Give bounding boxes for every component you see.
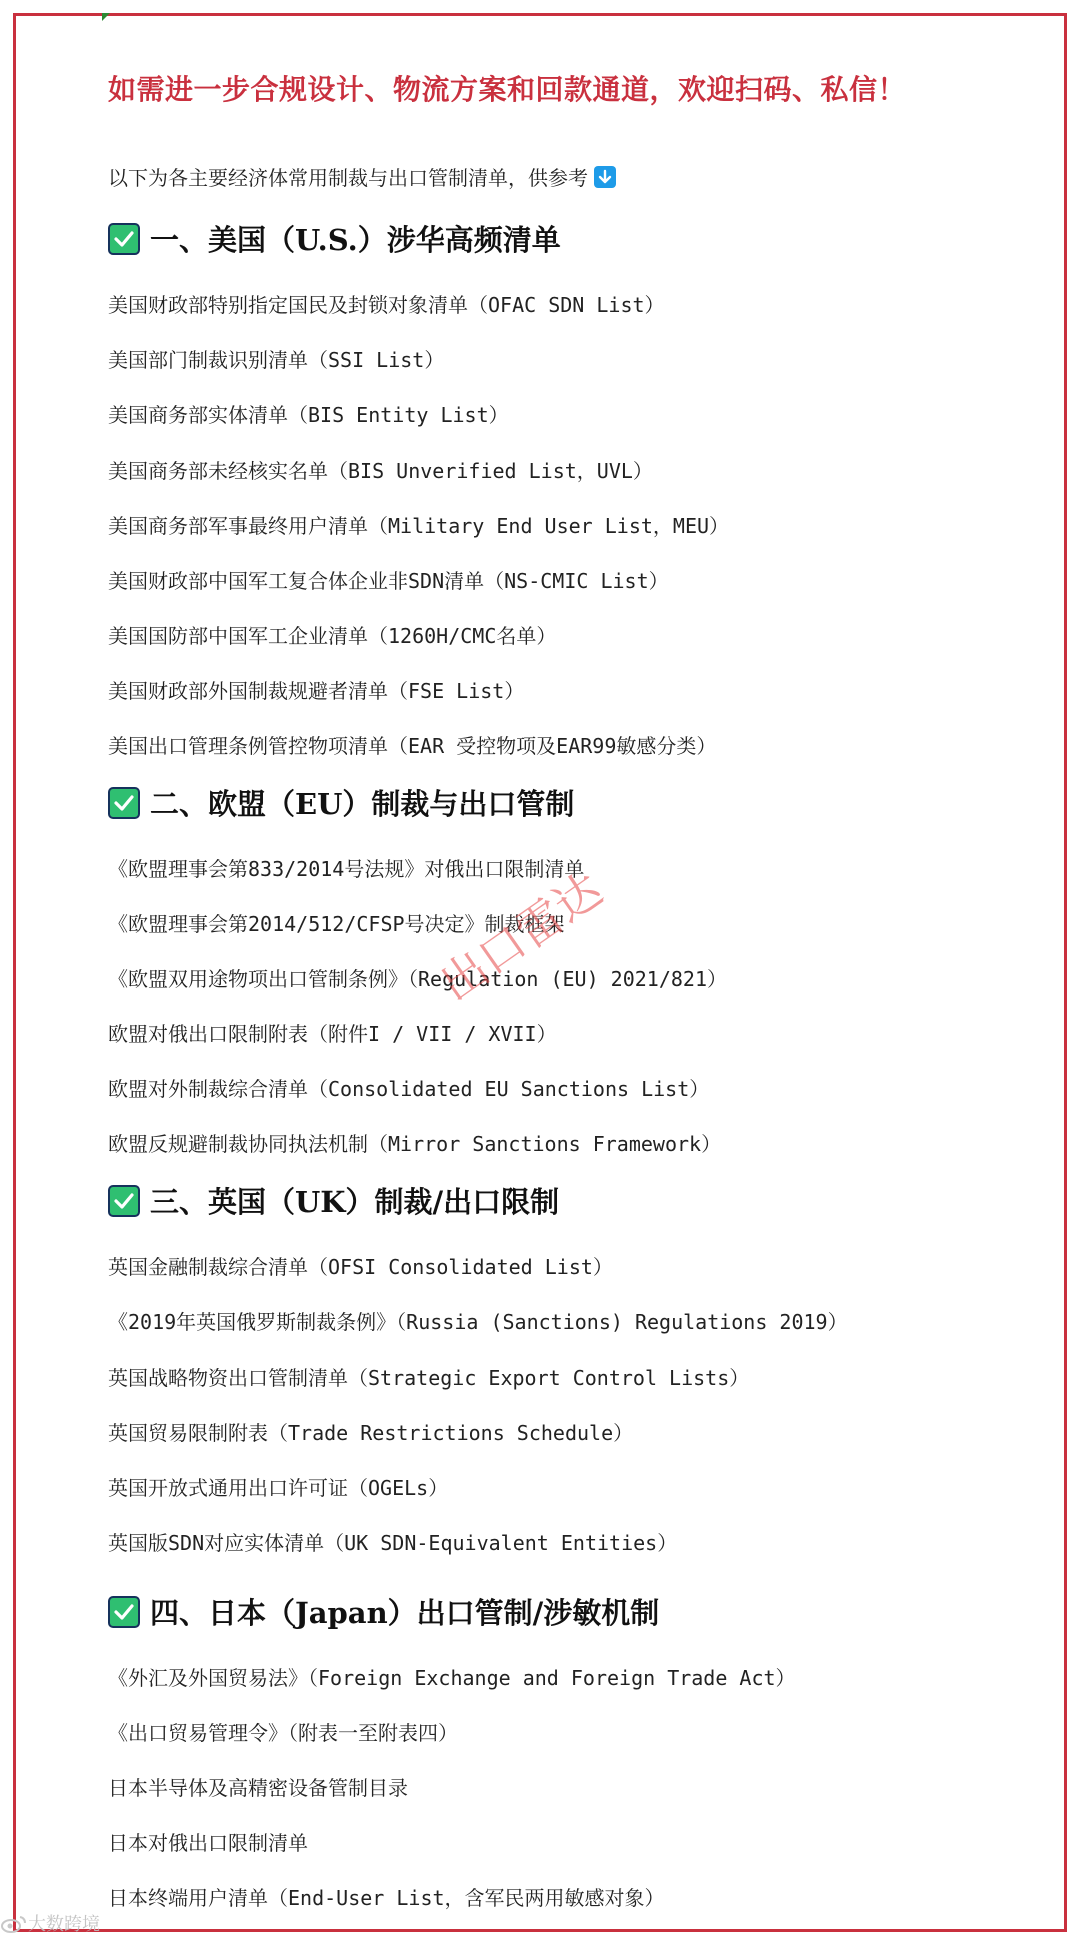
list-item: 英国版SDN对应实体清单（UK SDN-Equivalent Entities）: [108, 1531, 678, 1555]
list-item: 美国部门制裁识别清单（SSI List）: [108, 348, 445, 372]
section-title-japan: [108, 1591, 659, 1632]
list-item: 美国商务部未经核实名单（BIS Unverified List，UVL）: [108, 459, 653, 483]
section-title-eu: [108, 782, 574, 823]
list-item: 美国财政部特别指定国民及封锁对象清单（OFAC SDN List）: [108, 293, 665, 317]
check-mark-icon: [108, 787, 140, 819]
list-item: 美国商务部军事最终用户清单（Military End User List，MEU）: [108, 514, 730, 538]
list-item: 美国财政部中国军工复合体企业非SDN清单（NS-CMIC List）: [108, 569, 669, 593]
section-title-text: 三、英国（UK）制裁/出口限制: [150, 1185, 560, 1219]
corner-mark: [102, 13, 110, 21]
section-title-uk: [108, 1180, 559, 1221]
section-title-text: 二、欧盟（EU）制裁与出口管制: [150, 787, 575, 821]
watermark: 出口雷达: [430, 861, 612, 1012]
check-mark-icon: [108, 1185, 140, 1217]
list-item: 日本对俄出口限制清单: [108, 1831, 308, 1855]
list-item: 《欧盟理事会第833/2014号法规》对俄出口限制清单: [108, 857, 585, 881]
footer-logo: [0, 1910, 100, 1936]
check-mark-icon: [108, 1596, 140, 1628]
list-item: 英国贸易限制附表（Trade Restrictions Schedule）: [108, 1421, 634, 1445]
list-item: 英国开放式通用出口许可证（OGELs）: [108, 1476, 449, 1500]
list-item: 《欧盟双用途物项出口管制条例》（Regulation (EU) 2021/821）: [108, 967, 727, 991]
section-title-text: 一、美国（U.S.）涉华高频清单: [150, 223, 561, 257]
headline: 如需进一步合规设计、物流方案和回款通道，欢迎扫码、私信！: [108, 73, 907, 106]
section-title-us: [108, 218, 561, 259]
list-item: 欧盟反规避制裁协同执法机制（Mirror Sanctions Framework）: [108, 1132, 722, 1156]
section-title-text: 四、日本（Japan）出口管制/涉敏机制: [150, 1596, 660, 1630]
list-item: 《外汇及外国贸易法》（Foreign Exchange and Foreign Trade Act）: [108, 1666, 796, 1690]
list-item: 美国国防部中国军工企业清单（1260H/CMC名单）: [108, 624, 557, 648]
list-item: 《欧盟理事会第2014/512/CFSP号决定》制裁框架: [108, 912, 565, 936]
list-item: 日本半导体及高精密设备管制目录: [108, 1776, 408, 1800]
list-item: 美国财政部外国制裁规避者清单（FSE List）: [108, 679, 525, 703]
list-item: 欧盟对俄出口限制附表（附件I / VII / XVII）: [108, 1022, 557, 1046]
list-item: 《2019年英国俄罗斯制裁条例》（Russia (Sanctions) Regulations 2019）: [108, 1310, 848, 1334]
intro-line: [108, 162, 616, 191]
down-arrow-icon: [594, 166, 616, 188]
list-item: 英国战略物资出口管制清单（Strategic Export Control Lists）: [108, 1366, 750, 1390]
list-item: 美国商务部实体清单（BIS Entity List）: [108, 403, 509, 427]
list-item: 欧盟对外制裁综合清单（Consolidated EU Sanctions List）: [108, 1077, 710, 1101]
list-item: 英国金融制裁综合清单（OFSI Consolidated List）: [108, 1255, 613, 1279]
list-item: 日本终端用户清单（End-User List，含军民两用敏感对象）: [108, 1886, 665, 1910]
list-item: 美国出口管理条例管控物项清单（EAR 受控物项及EAR99敏感分类）: [108, 734, 717, 758]
weibo-logo-icon: [0, 1914, 28, 1934]
intro-text: 以下为各主要经济体常用制裁与出口管制清单，供参考: [108, 166, 588, 190]
list-item: 《出口贸易管理令》（附表一至附表四）: [108, 1721, 458, 1745]
footer-logo-text: 大数跨境: [28, 1914, 100, 1935]
check-mark-icon: [108, 223, 140, 255]
